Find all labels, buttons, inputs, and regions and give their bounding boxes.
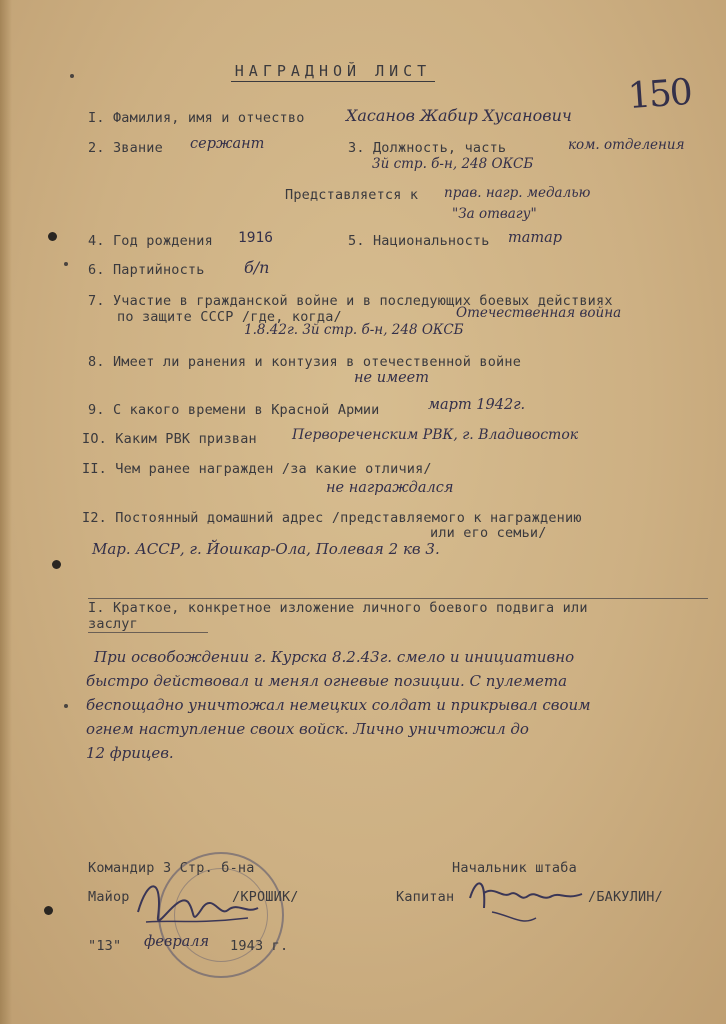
field-value-service-start: март 1942г. (428, 397, 526, 413)
field-label-combat-2: по защите СССР /где, когда/ (117, 309, 342, 325)
binder-hole (44, 906, 53, 915)
binder-hole (48, 232, 57, 241)
narrative-line: 12 фрицев. (86, 744, 174, 762)
field-label-nationality: 5. Национальность (348, 233, 490, 249)
field-label-address-2: или его семьи/ (430, 525, 547, 541)
field-value-draft-office: Первореченским РВК, г. Владивосток (292, 427, 579, 443)
chief-of-staff-name: /БАКУЛИН/ (588, 889, 663, 905)
field-label-party: 6. Партийность (88, 262, 205, 278)
field-label-draft-office: IO. Каким РВК призван (82, 431, 257, 447)
paper-edge (0, 0, 12, 1024)
commander-signature (128, 872, 268, 942)
commander-rank: Майор (88, 889, 130, 905)
field-label-service-start: 9. С какого времени в Красной Армии (88, 402, 380, 418)
binder-hole (52, 560, 61, 569)
field-value-award-name: "За отвагу" (452, 206, 537, 222)
field-value-combat-unit: 1.8.42г. 3й стр. б-н, 248 ОКСБ (244, 322, 464, 338)
section-divider (88, 598, 708, 599)
field-label-name: I. Фамилия, имя и отчество (88, 110, 305, 126)
section-label-2: заслуг (88, 616, 138, 632)
field-value-prior-awards: не награждался (326, 480, 454, 496)
section-label: I. Краткое, конкретное изложение личного боевого подвига или (88, 600, 588, 616)
date-year: 1943 г. (230, 938, 289, 954)
paper-mark (64, 704, 68, 708)
field-value-position: ком. отделения (568, 137, 685, 153)
commander-name: /КРОШИК/ (232, 889, 299, 905)
field-value-birth-year: 1916 (238, 230, 273, 246)
field-label-prior-awards: II. Чем ранее награжден /за какие отличия/ (82, 461, 432, 477)
field-label-birth-year: 4. Год рождения (88, 233, 213, 249)
field-label-address: I2. Постоянный домашний адрес /представляемого к награждению (82, 510, 582, 526)
chief-of-staff-title: Начальник штаба (452, 860, 577, 876)
field-value-name: Хасанов Жабир Хусанович (346, 106, 572, 125)
field-label-nominated: Представляется к (285, 187, 419, 203)
field-value-unit: 3й стр. б-н, 248 ОКСБ (372, 156, 534, 172)
document-title: НАГРАДНОЙ ЛИСТ (0, 62, 666, 80)
corner-number: 150 (626, 71, 693, 118)
date-month: февраля (144, 934, 210, 950)
commander-title: Командир 3 Стр. б-на (88, 860, 255, 876)
narrative-line: быстро действовал и менял огневые позиции. С пулемета (86, 672, 568, 690)
field-value-address: Мар. АССР, г. Йошкар-Ола, Полевая 2 кв 3. (92, 540, 440, 558)
narrative-line: При освобождении г. Курска 8.2.43г. смело и инициативно (94, 648, 575, 666)
field-label-position: 3. Должность, часть (348, 140, 507, 156)
field-value-wounds: не имеет (354, 370, 430, 386)
field-label-combat: 7. Участие в гражданской войне и в последующих боевых действиях (88, 293, 613, 309)
field-value-party: б/п (244, 258, 270, 277)
field-label-wounds: 8. Имеет ли ранения и контузия в отечественной войне (88, 354, 522, 370)
section-divider-bottom (88, 632, 208, 633)
field-value-nationality: татар (508, 230, 563, 246)
narrative-line: беспощадно уничтожал немецких солдат и прикрывал своим (86, 696, 591, 714)
chief-of-staff-signature (462, 868, 592, 928)
chief-of-staff-rank: Капитан (396, 889, 455, 905)
date-day: "13" (88, 938, 122, 954)
field-value-award-type: прав. нагр. медалью (444, 185, 591, 201)
field-label-rank: 2. Звание (88, 140, 163, 156)
field-value-rank: сержант (190, 136, 265, 152)
narrative-line: огнем наступление своих войск. Лично уничтожил до (86, 720, 529, 738)
field-value-combat: Отечественная война (456, 305, 622, 321)
paper-mark (64, 262, 68, 266)
